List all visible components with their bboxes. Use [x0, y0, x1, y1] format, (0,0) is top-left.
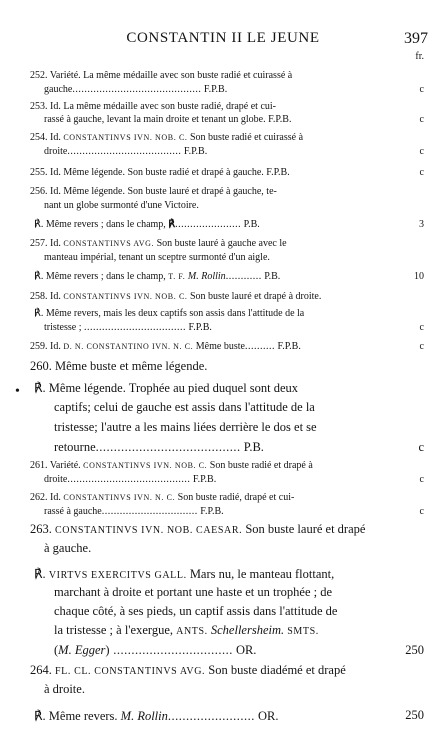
page-title: CONSTANTIN II LE JEUNE — [126, 30, 320, 46]
text-segment: 261. Variété. — [30, 460, 84, 471]
text-segment: CONSTANTINVS IVN. N. C. — [63, 493, 176, 502]
price-value: c — [418, 440, 424, 454]
text-segment: P.B. — [261, 271, 281, 282]
price-value: 3 — [419, 219, 424, 230]
entry-text — [44, 541, 91, 556]
text-segment: Schellersheim. — [210, 623, 285, 637]
entry-text — [44, 474, 216, 485]
entry-text — [30, 522, 365, 537]
text-segment: 252. Variété. La même médaille avec son buste radié et cuirassé à — [30, 70, 293, 81]
text-segment: OR. — [232, 643, 257, 657]
entry-text — [44, 322, 212, 333]
text-segment: nant un globe surmonté d'une Victoire. — [44, 200, 199, 211]
entry-text — [44, 682, 85, 697]
entry-text — [44, 146, 207, 157]
entry-text — [54, 440, 264, 455]
page-header — [0, 30, 446, 62]
entry-text — [44, 114, 291, 125]
text-segment: F.P.B. — [186, 322, 212, 333]
text-segment: 257. Id. — [30, 238, 64, 249]
text-segment: ℟. — [34, 567, 49, 581]
entry-text — [54, 643, 256, 658]
text-segment: marchant à droite et portant une haste et un trophée ; de — [54, 585, 333, 599]
text-segment: CONSTANTINVS IVN. NOB. C. — [83, 461, 208, 470]
leader-dots: ........................................ — [95, 440, 241, 454]
entry-text — [30, 359, 207, 374]
leader-dots: ............ — [225, 271, 262, 282]
text-segment: ℟. Même revers. — [34, 709, 121, 723]
text-segment: P.B. — [241, 219, 260, 230]
text-segment: ℟. Même revers ; dans le champ, — [34, 219, 169, 230]
text-segment: Son buste radié et cuirassé à — [187, 132, 304, 143]
price-value: 250 — [405, 643, 424, 657]
text-segment: chaque côté, à ses pieds, un captif assis dans l'attitude de — [54, 604, 338, 618]
text-segment: F.P.B. — [197, 506, 224, 517]
text-segment: 259. Id. — [30, 341, 64, 352]
price-value: c — [419, 322, 424, 333]
text-segment: tristesse ; — [44, 322, 84, 333]
entry-text — [34, 271, 280, 282]
text-segment: 256. Id. Même légende. Son buste lauré et drapé à gauche, te- — [30, 186, 277, 197]
text-segment: P.B. — [240, 440, 264, 454]
text-segment: CONSTANTINVS AVG. — [63, 239, 155, 248]
text-segment: Son buste lauré à gauche avec le — [154, 238, 287, 249]
entry-text — [30, 341, 301, 352]
text-segment: Son buste diadémé et drapé — [205, 663, 346, 677]
entry-text — [30, 70, 292, 81]
leader-dots: ................................. — [109, 643, 233, 657]
text-segment: CONSTANTINVS IVN. NOB. C. — [63, 133, 188, 142]
margin-mark: • — [15, 384, 20, 399]
price-column-heading: fr. — [415, 51, 424, 62]
text-segment: 254. Id. — [30, 132, 64, 143]
entry-text — [34, 566, 334, 582]
text-segment: F.P.B. — [274, 341, 301, 352]
text-segment: droite — [44, 146, 68, 157]
entry-text — [54, 585, 332, 600]
text-segment: droite — [44, 474, 68, 485]
text-segment: Son buste radié et drapé à — [207, 460, 313, 471]
leader-dots: .......... — [244, 341, 275, 352]
text-segment: SMTS. — [287, 626, 319, 637]
price-value: 250 — [405, 708, 424, 722]
text-segment: VIRTVS EXERCITVS GALL. — [48, 570, 187, 581]
text-segment: à droite. — [44, 682, 85, 696]
text-segment: ( — [54, 643, 59, 657]
entry-text — [30, 663, 346, 678]
text-segment: CONSTANTINVS IVN. NOB. CAESAR. — [55, 525, 243, 536]
entry-text — [34, 708, 279, 724]
text-segment: 255. Id. Même légende. Son buste radié et drapé à gauche. F.P.B. — [30, 167, 290, 178]
text-segment: manteau impérial, tenant un sceptre surmonté d'un aigle. — [44, 252, 270, 263]
text-segment: Mars nu, le manteau flottant, — [186, 567, 335, 581]
entry-text — [34, 380, 298, 396]
text-segment: ) — [105, 643, 110, 657]
price-value: c — [419, 84, 424, 95]
text-segment: à gauche. — [44, 541, 92, 555]
entry-text — [34, 219, 260, 230]
price-value: c — [419, 167, 424, 178]
entry-text — [44, 252, 270, 263]
text-segment: Son buste lauré et drapé — [242, 522, 366, 536]
leader-dots: ................................ — [101, 506, 198, 517]
text-segment: captifs; celui de gauche est assis dans l'attitude de la — [54, 400, 315, 414]
price-value: c — [419, 114, 424, 125]
entry-text — [54, 420, 317, 435]
page-number: 397 — [404, 30, 428, 47]
text-segment: D. N. CONSTANTINO IVN. N. C. — [63, 342, 194, 351]
price-value: 10 — [414, 271, 424, 282]
text-segment: OR. — [254, 709, 279, 723]
text-segment: Même buste — [193, 341, 245, 352]
entry-text — [30, 492, 294, 503]
entry-text — [54, 623, 319, 638]
price-value: c — [419, 341, 424, 352]
price-value: c — [419, 474, 424, 485]
text-segment: rassé à gauche — [44, 506, 102, 517]
text-segment: rassé à gauche, levant la main droite et tenant un globe. F.P.B. — [44, 114, 292, 125]
text-segment: 253. Id. La même médaille avec son buste radié, drapé et cui- — [30, 101, 277, 112]
leader-dots: ...................... — [175, 219, 242, 230]
entry-text — [34, 308, 304, 319]
leader-dots: ...................................... — [67, 146, 182, 157]
text-segment: F.P.B. — [181, 146, 208, 157]
text-segment: tristesse; l'autre a les mains liées derrière le dos et se — [54, 420, 317, 434]
entry-text — [54, 604, 337, 619]
text-segment: retourne — [54, 440, 96, 454]
entry-text — [30, 186, 277, 197]
leader-dots: .................................. — [84, 322, 186, 333]
text-segment: FL. CL. CONSTANTINVS AVG. — [55, 666, 206, 677]
price-value: c — [419, 506, 424, 517]
text-segment: 264. — [30, 663, 55, 677]
entry-text — [44, 84, 227, 95]
text-segment: ℟. Même légende. Trophée au pied duquel sont deux — [34, 381, 299, 395]
text-segment: ANTS. — [176, 626, 208, 637]
text-segment: ℟ — [168, 219, 176, 230]
text-segment: 260. Même buste et même légende. — [30, 359, 208, 373]
text-segment: M. Egger — [58, 643, 106, 657]
entry-text — [44, 506, 224, 517]
entry-text — [30, 132, 303, 143]
text-segment: T. F. — [168, 272, 186, 281]
text-segment: M. Rollin — [120, 709, 168, 723]
price-value: c — [419, 146, 424, 157]
leader-dots: ........................ — [167, 709, 255, 723]
text-segment: la tristesse ; à l'exergue, — [54, 623, 177, 637]
text-segment: 262. Id. — [30, 492, 64, 503]
text-segment: 263. — [30, 522, 55, 536]
text-segment: M. Rollin — [187, 271, 226, 282]
text-segment: Son buste radié, drapé et cui- — [175, 492, 295, 503]
leader-dots: ........................................... — [72, 84, 202, 95]
entry-text — [54, 400, 315, 415]
text-segment: gauche — [44, 84, 73, 95]
entry-text — [30, 167, 290, 178]
text-segment: ℟. Même revers, mais les deux captifs son assis dans l'attitude de la — [34, 308, 305, 319]
leader-dots: ......................................... — [67, 474, 191, 485]
entry-text — [30, 238, 287, 249]
entry-text — [30, 291, 321, 302]
text-segment: F.P.B. — [190, 474, 217, 485]
entry-text — [30, 101, 276, 112]
text-segment: CONSTANTINVS IVN. NOB. C. — [63, 292, 188, 301]
text-segment: Son buste lauré et drapé à droite. — [187, 291, 322, 302]
entry-text — [44, 200, 199, 211]
text-segment: ℟. Même revers ; dans le champ, — [34, 271, 169, 282]
entry-text — [30, 460, 313, 471]
text-segment: F.P.B. — [201, 84, 228, 95]
text-segment: 258. Id. — [30, 291, 64, 302]
